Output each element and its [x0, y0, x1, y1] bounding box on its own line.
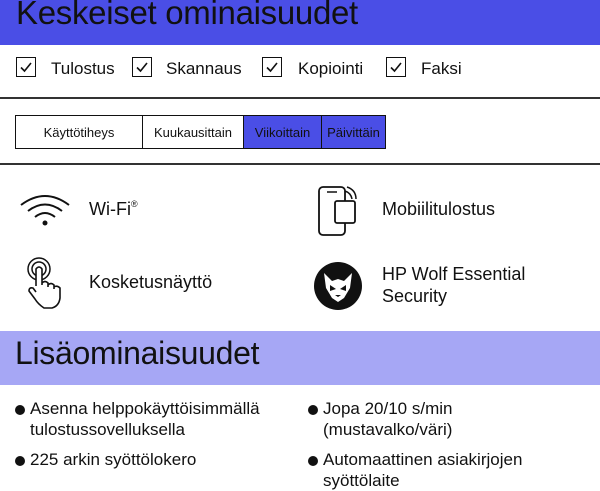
feature-label-touchscreen: Kosketusnäyttö: [89, 272, 213, 292]
touch-icon: [24, 256, 66, 310]
bullet-item-app: [30, 398, 260, 440]
bullet-dot: [15, 456, 25, 466]
section-title-additional-features: Lisäominaisuudet: [15, 335, 260, 371]
bullet-line: syöttölaite: [323, 471, 400, 490]
bullet-line: (mustavalko/väri): [323, 420, 453, 439]
feature-label-wolf-line1: HP Wolf Essential: [382, 264, 526, 284]
check-icon: [134, 59, 150, 75]
bullet-line: Asenna helppokäyttöisimmällä: [30, 399, 260, 418]
wifi-icon: [18, 193, 72, 227]
bullet-dot: [15, 405, 25, 415]
check-icon: [264, 59, 280, 75]
checkbox-scan[interactable]: [132, 57, 152, 77]
wolf-icon: [313, 261, 363, 311]
checkbox-label-print: Tulostus: [51, 59, 115, 78]
divider: [0, 97, 600, 99]
tab-duty-cycle[interactable]: Käyttötiheys: [15, 115, 143, 149]
bullet-item-adf: [323, 449, 522, 491]
bullet-line: Jopa 20/10 s/min: [323, 399, 453, 418]
bullet-item-tray: [30, 449, 196, 470]
checkbox-label-copy: Kopiointi: [298, 59, 364, 78]
bullet-line: tulostussovelluksella: [30, 420, 185, 439]
checkbox-print[interactable]: [16, 57, 36, 77]
tab-daily[interactable]: Päivittäin: [321, 115, 386, 149]
bullet-line: Automaattinen asiakirjojen: [323, 450, 523, 469]
check-icon: [18, 59, 34, 75]
feature-label-wolf-security: [382, 263, 525, 307]
tab-monthly[interactable]: Kuukausittain: [142, 115, 244, 149]
checkbox-copy[interactable]: [262, 57, 282, 77]
checkbox-label-scan: Skannaus: [166, 59, 242, 78]
section-title-key-features: Keskeiset ominaisuudet: [16, 0, 358, 31]
check-icon: [388, 59, 404, 75]
checkbox-label-fax: Faksi: [421, 59, 462, 78]
checkbox-fax[interactable]: [386, 57, 406, 77]
bullet-item-speed: [323, 398, 452, 440]
bullet-dot: [308, 405, 318, 415]
tab-weekly[interactable]: Viikoittain: [243, 115, 322, 149]
feature-label-wolf-line2: Security: [382, 286, 448, 306]
feature-label-wifi: Wi-Fi®: [89, 199, 138, 219]
mobile-print-icon: [316, 184, 360, 238]
divider: [0, 163, 600, 165]
bullet-dot: [308, 456, 318, 466]
bullet-line: 225 arkin syöttölokero: [30, 450, 197, 469]
feature-label-mobile-print: Mobiilitulostus: [382, 199, 496, 219]
